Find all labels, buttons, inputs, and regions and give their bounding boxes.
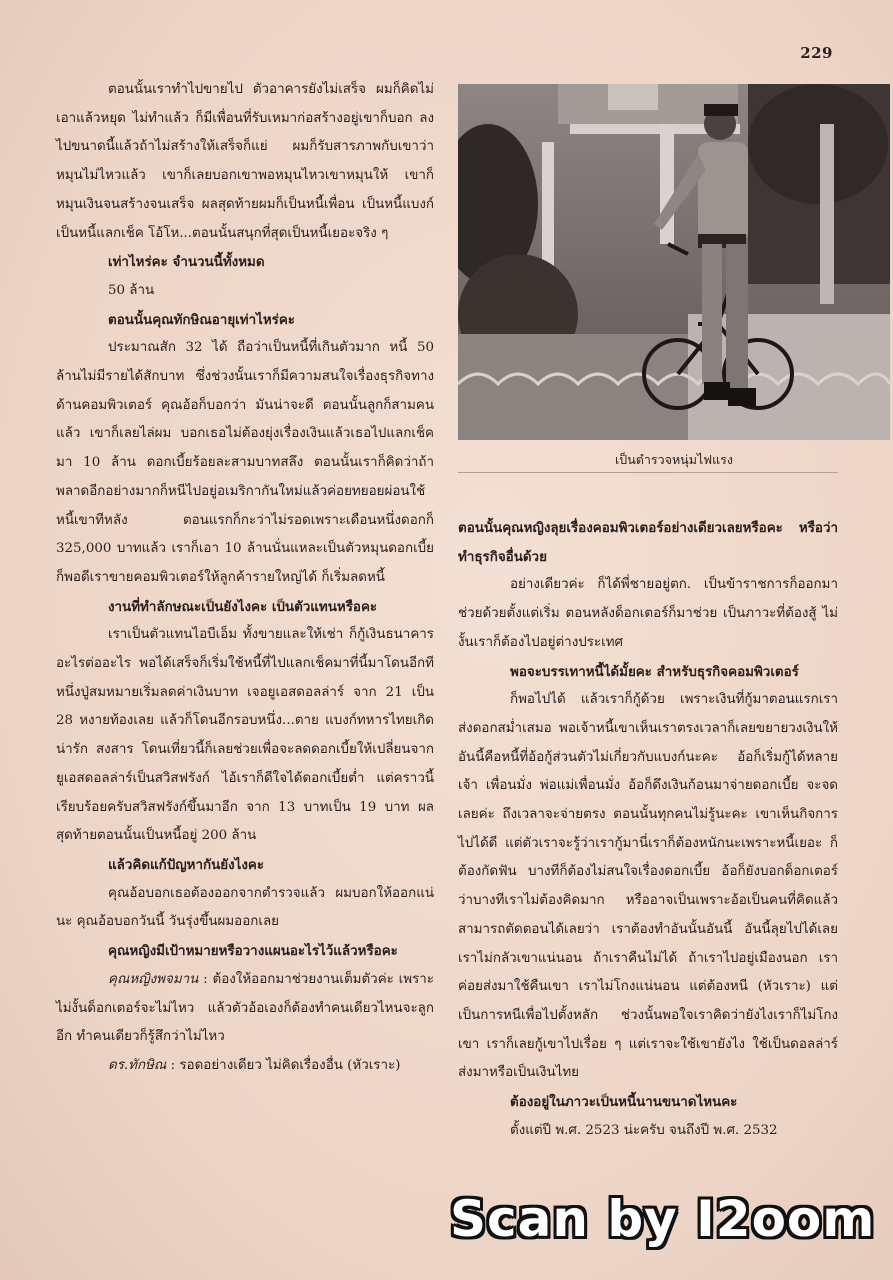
answer-paragraph: อย่างเดียวค่ะ ก็ได้พี่ชายอยู่ตก. เป็นข้าราชการก็ออกมาช่วยด้วยตั้งแต่เริ่ม ตอนหลังด็อกเตอร์ก็มาช่วย เป็นภาวะที่ต้องสู้ ไม่งั้นเราก็ต้องไปอยู่ต่างประเทศ — [458, 577, 838, 650]
answer-paragraph: ประมาณสัก 32 ได้ ถือว่าเป็นหนี้ที่เกินตัวมาก หนี้ 50 ล้านไม่มีรายได้สักบาท ซึ่งช่วงนั้นเราก็มีความสนใจเรื่องธุรกิจทางด้านคอมพิวเตอร์ คุณอ้อก็บอกว่า มันน่าจะดี ตอนนั้นลูกก็สามคนแล้ว เขาก็เลยไล่ผม บอกเธอไม่ต้องยุ่งเรื่องเงินแล้วเธอไปแลกเช็คมา 10 ล้าน ดอกเบี้ยร้อยละสามบาทสลึง ตอนนั้นเราก็คิดว่าถ้าพลาดอีกอย่างมากก็หนีไปอยู่อเมริกากันใหม่แล้วค่อยทยอยผ่อนใช้หนี้เขาทีหลัง ตอนแรกก็กะว่าไม่รอดเพราะเดือนหนึ่งดอกก็ 325,000 บาทแล้ว เราก็เอา 10 ล้านนั่นแหละเป็นตัวหมุนดอกเบี้ย ก็พอดีเราขายคอมพิวเตอร์ให้ลูกค้ารายใหญ่ได้ ก็เริ่มลดหนี้ — [56, 340, 434, 585]
speaker-text: : ต้องให้ออกมาช่วยงานเต็มตัวค่ะ เพราะไม่งั้นด็อกเตอร์จะไม่ไหว แล้วตัวอ้อเองก็ต้องทำคนเดียวไหนจะลูกอีก ทำคนเดียวก็รู้สึกว่าไม่ไหว — [56, 971, 434, 1045]
photo-caption: เป็นตำรวจหนุ่มไฟแรง — [615, 452, 733, 467]
interview-question: ต้องอยู่ในภาวะเป็นหนี้นานขนาดไหนคะ — [510, 1094, 738, 1111]
page-number: 229 — [800, 44, 833, 62]
speaker-name: คุณหญิงพจมาน — [108, 971, 199, 987]
interview-question: งานที่ทำลักษณะเป็นยังไงคะ เป็นตัวแทนหรือคะ — [108, 598, 378, 615]
caption-divider — [458, 472, 838, 473]
interview-question: แล้วคิดแก้ปัญหากันยังไงคะ — [108, 856, 265, 873]
interview-question: ตอนนั้นคุณทักษิณอายุเท่าไหร่คะ — [108, 311, 295, 328]
speaker-text: : รอดอย่างเดียว ไม่คิดเรื่องอื่น (หัวเราะ) — [166, 1057, 401, 1073]
policeman-on-bicycle-photo — [458, 84, 890, 440]
answer-paragraph: ก็พอไปได้ แล้วเราก็กู้ด้วย เพราะเงินที่กู้มาตอนแรกเราส่งดอกสม่ำเสมอ พอเจ้าหนี้เขาเห็นเราตรงเวลาก็เลยขยายวงเงินให้ อันนี้คือหนี้ที่อ้อกู้ส่วนตัวไม่เกี่ยวกับแบงก์นะคะ อ้อก็เริ่มกู้ได้หลายเจ้า เพื่อนมั่ง พ่อแม่เพื่อนมั่ง อ้อก็ดึงเงินก้อนมาจ่ายดอกเบี้ย จะจดเลยค่ะ ถึงเวลาจะจ่ายตรง ตอนนั้นทุกคนไม่รู้นะคะ เขาเห็นกิจการไปได้ดี แต่ตัวเราจะรู้ว่าเรากู้มานี่เราก็ต้องหนักนะเพราะหนี้เยอะ ก็ต้องกัดฟัน บางทีก็ต้องไม่สนใจเรื่องดอกเบี้ย อ้อก็ยังบอกด็อกเตอร์ว่าบางทีเราไม่ต้องคิดมาก หรืออาจเป็นเพราะอ้อเป็นคนที่คิดแล้วสามารถตัดตอนได้เลยว่า เราต้องทำอันนั้นอันนี้ อันนี้ลุยไปได้เลย เราไม่กลัวเขาแน่นอน ถ้าเราคืนไม่ได้ ถ้าเราไปอยู่เมืองนอก เราค่อยส่งมาใช้คืนเขา เราไม่โกงแน่นอน แต่ต้องหนี (หัวเราะ) แต่เป็นการหนีเพื่อไปตั้งหลัก ช่วงนั้นพอใจเราคิดว่ายังไงเราก็ไม่โกงเขา เราก็เลยกู้เขาไปเรื่อย ๆ แต่เราจะใช้เขายังไง ใช้เป็นดอลล่าร์ส่งมาหรือเป็นเงินไทย — [458, 692, 838, 1081]
answer-paragraph: ตอนนั้นเราทำไปขายไป ตัวอาคารยังไม่เสร็จ ผมก็คิดไม่เอาแล้วหยุด ไม่ทำแล้ว ก็มีเพื่อนที่รับเหมาก่อสร้างอยู่เขาก็บอก ลงไปขนาดนี้แล้วถ้าไม่สร้างให้เสร็จก็แย่ ผมก็รับสารภาพกับเขาว่าหมุนไม่ไหวแล้ว เขาก็เลยบอกเขาพอหมุนไหวเขาหมุนให้ เขาก็หมุนเงินจนสร้างจนเสร็จ ผลสุดท้ายผมก็เป็นหนี้เพื่อน เป็นหนี้แบงก์ เป็นหนี้แลกเช็ค โอ้โห...ตอนนั้นสนุกที่สุดเป็นหนี้เยอะจริง ๆ — [56, 82, 434, 241]
speaker-name: ดร.ทักษิณ — [108, 1057, 167, 1073]
interview-question: พอจะบรรเทาหนี้ได้มั้ยคะ สำหรับธุรกิจคอมพิวเตอร์ — [510, 663, 799, 680]
answer-paragraph: ตั้งแต่ปี พ.ศ. 2523 น่ะครับ จนถึงปี พ.ศ. 2532 — [510, 1122, 778, 1138]
scan-watermark: Scan by I2oom — [450, 1190, 876, 1248]
answer-paragraph: 50 ล้าน — [108, 282, 155, 298]
answer-paragraph: คุณอ้อบอกเธอต้องออกจากตำรวจแล้ว ผมบอกให้ออกแน่นะ คุณอ้อบอกวันนี้ วันรุ่งขึ้นผมออกเลย — [56, 885, 434, 930]
answer-paragraph: เราเป็นตัวแทนไอบีเอ็ม ทั้งขายและให้เช่า ก็กู้เงินธนาคารอะไรต่ออะไร พอได้เสร็จก็เริ่มใช้หนี้ที่ไปแลกเช็คมาที่นี้มาโดนอีกทีหนึ่งปู่สมหมายเริ่มลดค่าเงินบาท เจอยูเอสดอลล่าร์ จาก 21 เป็น 28 หงายท้องเลย แล้วก็โดนอีกรอบหนึ่ง...ตาย แบงก์ทหารไทยเกิดน่ารัก สงสาร โดนเที่ยวนี้ก็เลยช่วยเพื่อจะลดดอกเบี้ยให้เปลี่ยนจากยูเอสดอลล่าร์เป็นสวิสฟรังก์ ไอ้เราก็ดีใจได้ดอกเบี้ยต่ำ แต่คราวนี้เรียบร้อยครับสวิสฟรังก์ขึ้นมาอีก จาก 13 บาทเป็น 19 บาท ผลสุดท้ายตอนนั้นเป็นหนี้อยู่ 200 ล้าน — [56, 627, 434, 844]
interview-question: ตอนนั้นคุณหญิงลุยเรื่องคอมพิวเตอร์อย่างเดียวเลยหรือคะ หรือว่าทำธุรกิจอื่นด้วย — [458, 520, 838, 565]
interview-question: คุณหญิงมีเป้าหมายหรือวางแผนอะไรไว้แล้วหรือคะ — [108, 943, 398, 960]
interview-question: เท่าไหร่คะ จำนวนนี้ทั้งหมด — [108, 254, 265, 271]
photo — [458, 84, 890, 440]
speaker-paragraph — [56, 1052, 434, 1081]
speaker-paragraph — [56, 966, 434, 1052]
left-text-column — [56, 76, 434, 1081]
right-text-column — [458, 514, 838, 1145]
